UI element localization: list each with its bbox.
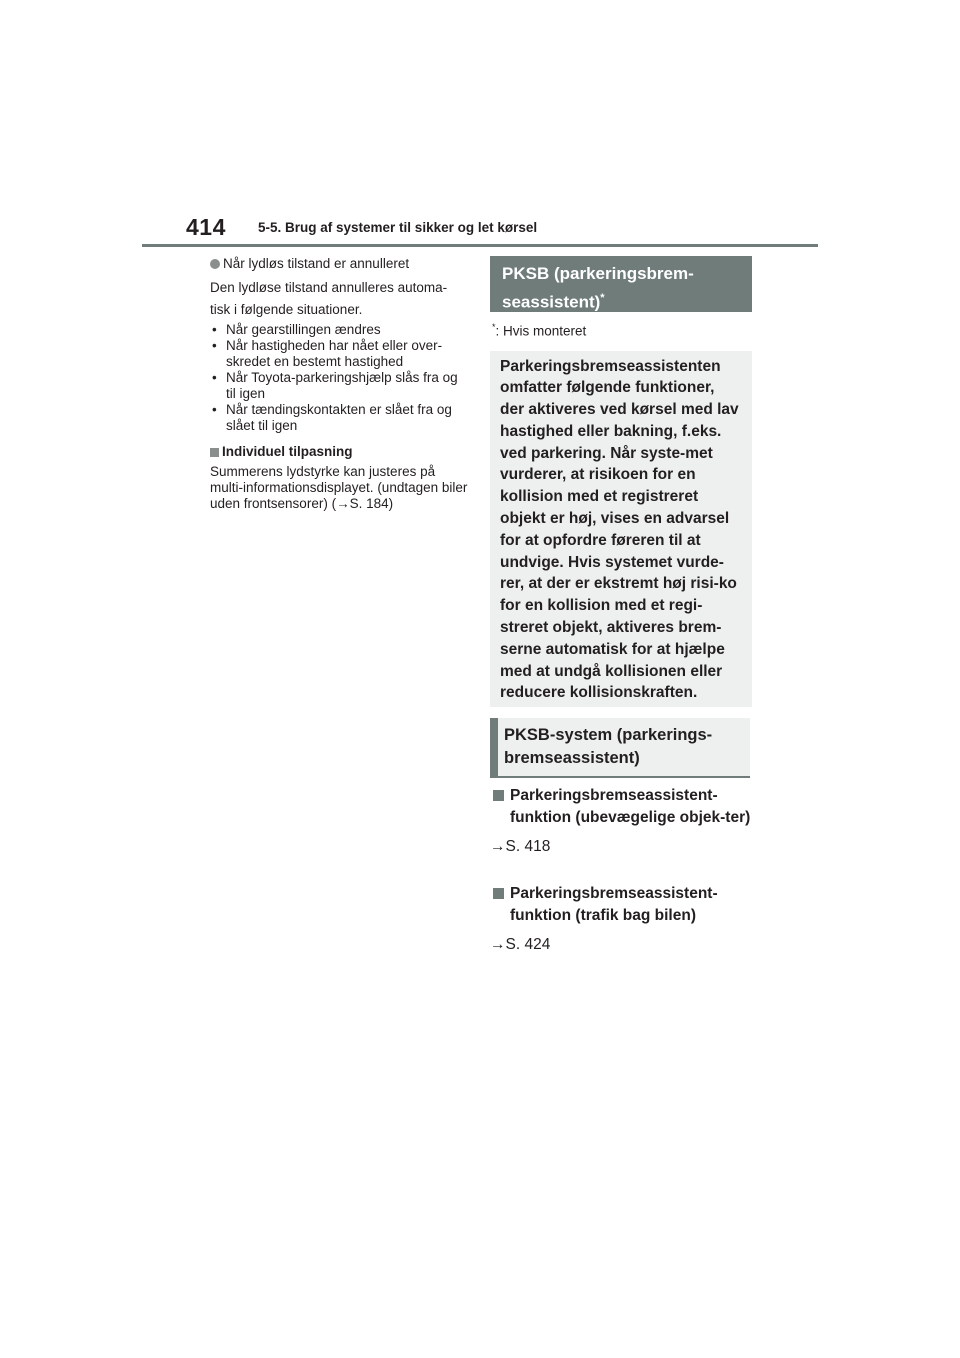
custom-settings-text: Summerens lydstyrke kan justeres på multi-informationsdisplayet. (undtagen biler uden frontsensorer) ( [210,464,468,511]
pksb-system-subtitle-line-1: PKSB-system (parkerings- [504,726,713,744]
header-rule [142,244,818,247]
feature-rear-traffic [490,883,752,954]
section-title: 5-5. Brug af systemer til sikker og let kørsel [258,220,538,235]
circle-bullet-icon [210,259,220,269]
feature-heading-text: Parkeringsbremseassistent-funktion (trafik bag bilen) [510,885,718,924]
pksb-title-text: seassistent) [502,292,601,312]
page-reference-link[interactable]: S. 424 [505,936,551,953]
pksb-intro-box: Parkeringsbremseassistenten omfatter følgende funktioner, der aktiveres ved kørsel med lav hastighed eller bakning, f.eks. ved parkering. Når syste-met vurderer, at risikoen for en kollision med et registreret objekt er høj, vises en advarsel for at opfordre føreren til at undvige. Hvis systemet vurde-rer, at der er ekstremt høj risi-ko for en kollision med et regi-streret objekt, aktiveres brem-serne automatisk for at hjælpe med at undgå kollisionen eller reducere kollisionskraften. [490,351,752,707]
silent-mode-heading [210,256,470,272]
feature-heading-text: Parkeringsbremseassistent-funktion (ubevægelige objek-ter) [510,787,751,826]
arrow-right-icon: → [490,936,506,953]
square-bullet-icon [493,790,504,801]
page-reference-link[interactable]: S. 184) [349,496,394,511]
page-reference-link[interactable]: S. 418 [505,838,551,855]
footnote-text: : Hvis monteret [495,323,587,339]
list-item: • Når tændingskontakten er slået fra og slået til igen [210,402,470,434]
silent-mode-paragraph-line-1: Den lydløse tilstand annulleres automa- [210,280,448,295]
feature-heading [490,883,752,926]
footnote [492,322,752,339]
silent-mode-paragraph-line-2: tisk i følgende situationer. [210,302,363,317]
feature-static-objects [490,785,752,856]
arrow-right-icon: → [336,496,350,511]
silent-mode-list [210,322,470,434]
page-number: 414 [186,214,226,240]
custom-settings-heading [210,444,470,460]
feature-reference [490,838,752,856]
left-column [210,256,470,512]
pksb-title-box [490,256,752,312]
custom-settings-heading-text: Individuel tilpasning [222,444,353,459]
footnote-asterisk: * [492,322,496,332]
pksb-title-line-1: PKSB (parkeringsbrem- [502,264,694,283]
feature-reference [490,936,752,954]
pksb-system-subtitle-box [490,718,750,778]
pksb-system-subtitle-line-2: bremseassistent) [504,749,640,767]
right-column [490,256,752,707]
silent-mode-heading-text: Når lydløs tilstand er annulleret [223,256,410,271]
list-item: • Når Toyota-parkeringshjælp slås fra og til igen [210,370,470,402]
list-item: • Når hastigheden har nået eller over-skredet en bestemt hastighed [210,338,470,370]
feature-heading [490,785,752,828]
square-bullet-icon [210,448,219,457]
footnote-marker: * [600,292,605,304]
custom-settings-paragraph [210,464,470,512]
square-bullet-icon [493,888,504,899]
list-item: • Når gearstillingen ændres [210,322,470,338]
pksb-title-line-2 [502,286,742,315]
arrow-right-icon: → [490,838,506,855]
